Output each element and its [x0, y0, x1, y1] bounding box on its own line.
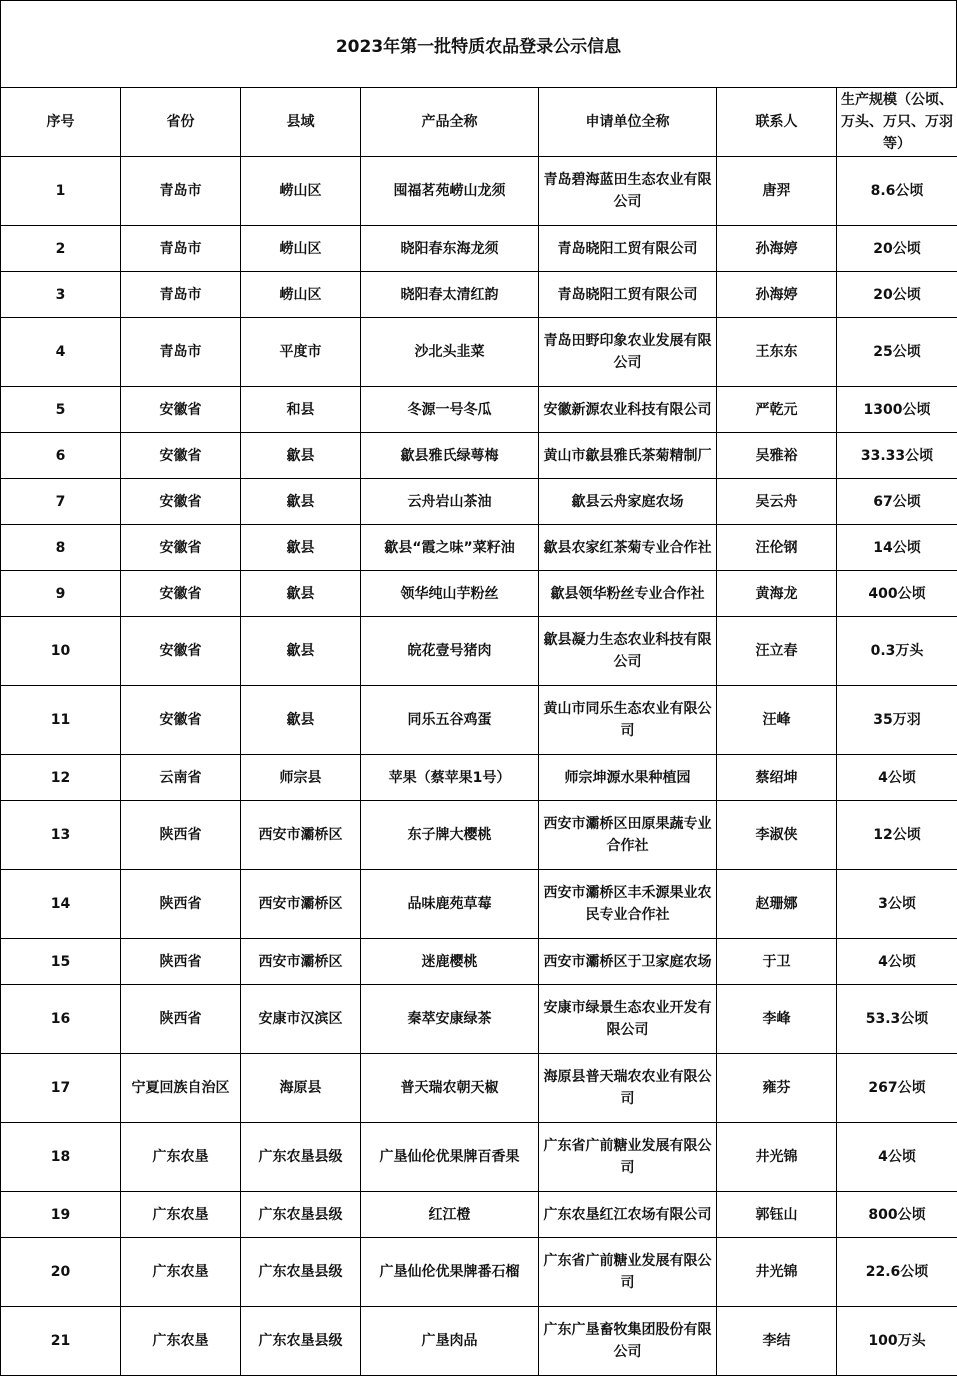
table-row [1, 387, 957, 433]
cell-scale: 53.3公顷 [837, 985, 957, 1054]
cell-county: 西安市灞桥区 [241, 939, 361, 985]
cell-province: 云南省 [121, 755, 241, 801]
cell-contact: 李淑侠 [717, 801, 837, 870]
cell-scale: 20公顷 [837, 272, 957, 318]
cell-applicant: 广东广垦畜牧集团股份有限公司 [539, 1307, 717, 1376]
cell-product: 晓阳春东海龙须 [361, 226, 539, 272]
cell-product: 广垦肉品 [361, 1307, 539, 1376]
cell-scale: 4公顷 [837, 939, 957, 985]
cell-no: 10 [1, 617, 121, 686]
cell-province: 安徽省 [121, 571, 241, 617]
table-row [1, 226, 957, 272]
header-row [1, 88, 957, 157]
cell-county: 歙县 [241, 433, 361, 479]
cell-province: 青岛市 [121, 226, 241, 272]
cell-no: 14 [1, 870, 121, 939]
table-row [1, 157, 957, 226]
cell-applicant: 青岛晓阳工贸有限公司 [539, 272, 717, 318]
cell-contact: 于卫 [717, 939, 837, 985]
cell-no: 18 [1, 1123, 121, 1192]
table-row [1, 1054, 957, 1123]
table-row [1, 433, 957, 479]
cell-province: 青岛市 [121, 272, 241, 318]
cell-county: 师宗县 [241, 755, 361, 801]
cell-applicant: 广东农垦红江农场有限公司 [539, 1192, 717, 1238]
cell-no: 1 [1, 157, 121, 226]
cell-applicant: 安徽新源农业科技有限公司 [539, 387, 717, 433]
cell-product: 苹果（蔡苹果1号） [361, 755, 539, 801]
cell-county: 崂山区 [241, 226, 361, 272]
cell-contact: 吴雅裕 [717, 433, 837, 479]
cell-contact: 汪峰 [717, 686, 837, 755]
cell-contact: 汪伦钢 [717, 525, 837, 571]
cell-applicant: 青岛晓阳工贸有限公司 [539, 226, 717, 272]
cell-scale: 3公顷 [837, 870, 957, 939]
cell-province: 陕西省 [121, 985, 241, 1054]
cell-product: 云舟岩山茶油 [361, 479, 539, 525]
cell-no: 8 [1, 525, 121, 571]
cell-scale: 4公顷 [837, 755, 957, 801]
document-title: 2023年第一批特质农品登录公示信息 [0, 0, 957, 87]
cell-province: 安徽省 [121, 617, 241, 686]
cell-product: 囤福茗苑崂山龙须 [361, 157, 539, 226]
cell-county: 崂山区 [241, 157, 361, 226]
cell-scale: 400公顷 [837, 571, 957, 617]
cell-scale: 35万羽 [837, 686, 957, 755]
cell-county: 广东农垦县级 [241, 1123, 361, 1192]
table-row [1, 985, 957, 1054]
cell-contact: 王东东 [717, 318, 837, 387]
cell-no: 7 [1, 479, 121, 525]
cell-province: 青岛市 [121, 157, 241, 226]
column-header-contact: 联系人 [717, 88, 837, 157]
cell-product: 皖花壹号猪肉 [361, 617, 539, 686]
table-row [1, 272, 957, 318]
cell-no: 19 [1, 1192, 121, 1238]
table-row [1, 1307, 957, 1376]
cell-contact: 李峰 [717, 985, 837, 1054]
cell-contact: 李结 [717, 1307, 837, 1376]
cell-county: 西安市灞桥区 [241, 870, 361, 939]
cell-contact: 黄海龙 [717, 571, 837, 617]
cell-scale: 4公顷 [837, 1123, 957, 1192]
cell-province: 广东农垦 [121, 1307, 241, 1376]
table-row [1, 686, 957, 755]
cell-applicant: 西安市灞桥区于卫家庭农场 [539, 939, 717, 985]
cell-county: 广东农垦县级 [241, 1307, 361, 1376]
cell-product: 广垦仙伦优果牌百香果 [361, 1123, 539, 1192]
cell-product: 红江橙 [361, 1192, 539, 1238]
cell-product: 东子牌大樱桃 [361, 801, 539, 870]
cell-county: 歙县 [241, 571, 361, 617]
cell-contact: 汪立春 [717, 617, 837, 686]
cell-province: 陕西省 [121, 870, 241, 939]
cell-county: 广东农垦县级 [241, 1238, 361, 1307]
cell-product: 冬源一号冬瓜 [361, 387, 539, 433]
registration-table [0, 87, 957, 1376]
cell-contact: 郭钰山 [717, 1192, 837, 1238]
cell-product: 迷鹿樱桃 [361, 939, 539, 985]
cell-contact: 唐羿 [717, 157, 837, 226]
cell-no: 12 [1, 755, 121, 801]
table-row [1, 1238, 957, 1307]
cell-no: 4 [1, 318, 121, 387]
cell-applicant: 青岛碧海蓝田生态农业有限公司 [539, 157, 717, 226]
cell-scale: 20公顷 [837, 226, 957, 272]
cell-applicant: 师宗坤源水果种植园 [539, 755, 717, 801]
table-row [1, 1192, 957, 1238]
cell-applicant: 歙县领华粉丝专业合作社 [539, 571, 717, 617]
cell-scale: 67公顷 [837, 479, 957, 525]
cell-contact: 井光锦 [717, 1238, 837, 1307]
cell-no: 6 [1, 433, 121, 479]
cell-scale: 33.33公顷 [837, 433, 957, 479]
cell-county: 西安市灞桥区 [241, 801, 361, 870]
cell-county: 歙县 [241, 617, 361, 686]
cell-province: 青岛市 [121, 318, 241, 387]
cell-product: 秦萃安康绿茶 [361, 985, 539, 1054]
cell-applicant: 海原县普天瑞农农业有限公司 [539, 1054, 717, 1123]
cell-county: 歙县 [241, 479, 361, 525]
cell-contact: 吴云舟 [717, 479, 837, 525]
cell-province: 广东农垦 [121, 1123, 241, 1192]
table-row [1, 870, 957, 939]
column-header-province: 省份 [121, 88, 241, 157]
cell-province: 安徽省 [121, 686, 241, 755]
cell-scale: 1300公顷 [837, 387, 957, 433]
cell-contact: 严乾元 [717, 387, 837, 433]
cell-product: 歙县雅氏绿萼梅 [361, 433, 539, 479]
column-header-applicant: 申请单位全称 [539, 88, 717, 157]
cell-applicant: 歙县云舟家庭农场 [539, 479, 717, 525]
table-row [1, 755, 957, 801]
cell-no: 16 [1, 985, 121, 1054]
cell-contact: 雍芬 [717, 1054, 837, 1123]
cell-applicant: 西安市灞桥区田原果蔬专业合作社 [539, 801, 717, 870]
cell-applicant: 黄山市歙县雅氏茶菊精制厂 [539, 433, 717, 479]
cell-no: 3 [1, 272, 121, 318]
cell-county: 海原县 [241, 1054, 361, 1123]
column-header-county: 县域 [241, 88, 361, 157]
cell-no: 9 [1, 571, 121, 617]
cell-no: 21 [1, 1307, 121, 1376]
cell-product: 广垦仙伦优果牌番石榴 [361, 1238, 539, 1307]
cell-province: 广东农垦 [121, 1192, 241, 1238]
cell-applicant: 广东省广前糖业发展有限公司 [539, 1238, 717, 1307]
cell-scale: 8.6公顷 [837, 157, 957, 226]
cell-no: 17 [1, 1054, 121, 1123]
cell-contact: 赵珊娜 [717, 870, 837, 939]
cell-province: 宁夏回族自治区 [121, 1054, 241, 1123]
cell-product: 品味鹿苑草莓 [361, 870, 539, 939]
cell-scale: 800公顷 [837, 1192, 957, 1238]
cell-scale: 0.3万头 [837, 617, 957, 686]
table-row [1, 318, 957, 387]
cell-county: 广东农垦县级 [241, 1192, 361, 1238]
cell-province: 陕西省 [121, 939, 241, 985]
table-row [1, 1123, 957, 1192]
cell-no: 20 [1, 1238, 121, 1307]
cell-product: 领华纯山芋粉丝 [361, 571, 539, 617]
table-row [1, 939, 957, 985]
cell-applicant: 青岛田野印象农业发展有限公司 [539, 318, 717, 387]
cell-county: 平度市 [241, 318, 361, 387]
cell-province: 安徽省 [121, 479, 241, 525]
column-header-product: 产品全称 [361, 88, 539, 157]
cell-applicant: 广东省广前糖业发展有限公司 [539, 1123, 717, 1192]
cell-applicant: 西安市灞桥区丰禾源果业农民专业合作社 [539, 870, 717, 939]
cell-county: 和县 [241, 387, 361, 433]
cell-applicant: 歙县农家红茶菊专业合作社 [539, 525, 717, 571]
cell-contact: 井光锦 [717, 1123, 837, 1192]
cell-scale: 25公顷 [837, 318, 957, 387]
cell-contact: 孙海婷 [717, 272, 837, 318]
cell-county: 崂山区 [241, 272, 361, 318]
cell-applicant: 安康市绿景生态农业开发有限公司 [539, 985, 717, 1054]
cell-province: 陕西省 [121, 801, 241, 870]
cell-product: 晓阳春太清红韵 [361, 272, 539, 318]
table-row [1, 801, 957, 870]
table-row [1, 479, 957, 525]
cell-product: 沙北头韭菜 [361, 318, 539, 387]
cell-province: 安徽省 [121, 387, 241, 433]
cell-scale: 12公顷 [837, 801, 957, 870]
cell-county: 歙县 [241, 686, 361, 755]
cell-scale: 267公顷 [837, 1054, 957, 1123]
cell-applicant: 黄山市同乐生态农业有限公司 [539, 686, 717, 755]
cell-no: 15 [1, 939, 121, 985]
table-row [1, 617, 957, 686]
cell-scale: 22.6公顷 [837, 1238, 957, 1307]
table-row [1, 571, 957, 617]
cell-no: 13 [1, 801, 121, 870]
cell-applicant: 歙县凝力生态农业科技有限公司 [539, 617, 717, 686]
cell-province: 安徽省 [121, 525, 241, 571]
cell-contact: 蔡绍坤 [717, 755, 837, 801]
cell-product: 歙县“霞之味”菜籽油 [361, 525, 539, 571]
cell-county: 歙县 [241, 525, 361, 571]
column-header-no: 序号 [1, 88, 121, 157]
cell-no: 2 [1, 226, 121, 272]
cell-no: 11 [1, 686, 121, 755]
table-row [1, 525, 957, 571]
column-header-scale: 生产规模（公顷、万头、万只、万羽等） [837, 88, 957, 157]
cell-province: 安徽省 [121, 433, 241, 479]
cell-contact: 孙海婷 [717, 226, 837, 272]
cell-county: 安康市汉滨区 [241, 985, 361, 1054]
cell-scale: 14公顷 [837, 525, 957, 571]
cell-province: 广东农垦 [121, 1238, 241, 1307]
cell-no: 5 [1, 387, 121, 433]
cell-product: 普天瑞农朝天椒 [361, 1054, 539, 1123]
cell-scale: 100万头 [837, 1307, 957, 1376]
cell-product: 同乐五谷鸡蛋 [361, 686, 539, 755]
